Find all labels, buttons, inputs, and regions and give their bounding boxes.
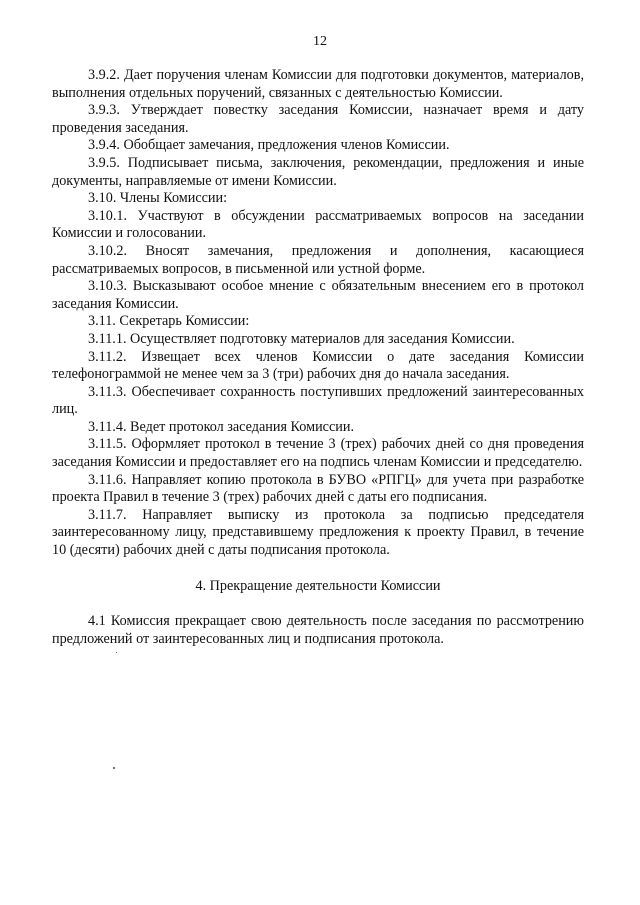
paragraph-3-11-7: 3.11.7. Направляет выписку из протокола за подписью председателя заинтересованному лицу, представившему предложения к проекту Правил, в течение 10 (десяти) рабочих дней с даты подписания протокола. <box>52 506 584 559</box>
paragraph-3-10-1: 3.10.1. Участвуют в обсуждении рассматриваемых вопросов на заседании Комиссии и голосовании. <box>52 207 584 242</box>
paragraph-3-9-4: 3.9.4. Обобщает замечания, предложения членов Комиссии. <box>88 137 450 154</box>
paragraph-3-11-4: 3.11.4. Ведет протокол заседания Комиссии. <box>88 418 355 435</box>
paragraph-3-11: 3.11. Секретарь Комиссии: <box>88 313 250 330</box>
paragraph-3-10: 3.10. Члены Комиссии: <box>88 190 228 207</box>
section-heading: 4. Прекращение деятельности Комиссии <box>195 577 441 594</box>
paragraph-3-11-6: 3.11.6. Направляет копию протокола в БУВО «РПГЦ» для учета при разработке проекта Правил в течение 3 (трех) рабочих дней с даты его подписания. <box>52 471 584 506</box>
scan-speck <box>113 767 115 769</box>
paragraph-3-10-2: 3.10.2. Вносят замечания, предложения и дополнения, касающиеся рассматриваемых вопросов, в письменной или устной форме. <box>52 242 584 277</box>
paragraph-3-11-2: 3.11.2. Извещает всех членов Комиссии о дате заседания Комиссии телефонограммой не менее чем за 3 (три) рабочих дня до начала заседания. <box>52 348 584 383</box>
paragraph-3-9-2: 3.9.2. Дает поручения членам Комиссии для подготовки документов, материалов, выполнения отдельных поручений, связанных с деятельностью Комиссии. <box>52 67 584 101</box>
paragraph-3-9-3: 3.9.3. Утверждает повестку заседания Комиссии, назначает время и дату проведения заседания. <box>52 102 584 136</box>
paragraph-3-11-5: 3.11.5. Оформляет протокол в течение 3 (трех) рабочих дней со дня проведения заседания Комиссии и предоставляет его на подпись членам Комиссии и председателю. <box>52 436 584 471</box>
paragraph-3-10-3: 3.10.3. Высказывают особое мнение с обязательным внесением его в протокол заседания Комиссии. <box>52 278 584 312</box>
paragraph-3-11-1: 3.11.1. Осуществляет подготовку материалов для заседания Комиссии. <box>88 330 515 347</box>
paragraph-3-11-3: 3.11.3. Обеспечивает сохранность поступивших предложений заинтересованных лиц. <box>52 383 584 418</box>
paragraph-4-1: 4.1 Комиссия прекращает свою деятельность после заседания по рассмотрению предложений от заинтересованных лиц и подписания протокола. <box>52 613 584 647</box>
paragraph-3-9-5: 3.9.5. Подписывает письма, заключения, рекомендации, предложения и иные документы, направляемые от имени Комиссии. <box>52 154 584 189</box>
document-body <box>52 67 584 648</box>
page-number: 12 <box>313 34 327 49</box>
scan-speck <box>116 652 117 653</box>
